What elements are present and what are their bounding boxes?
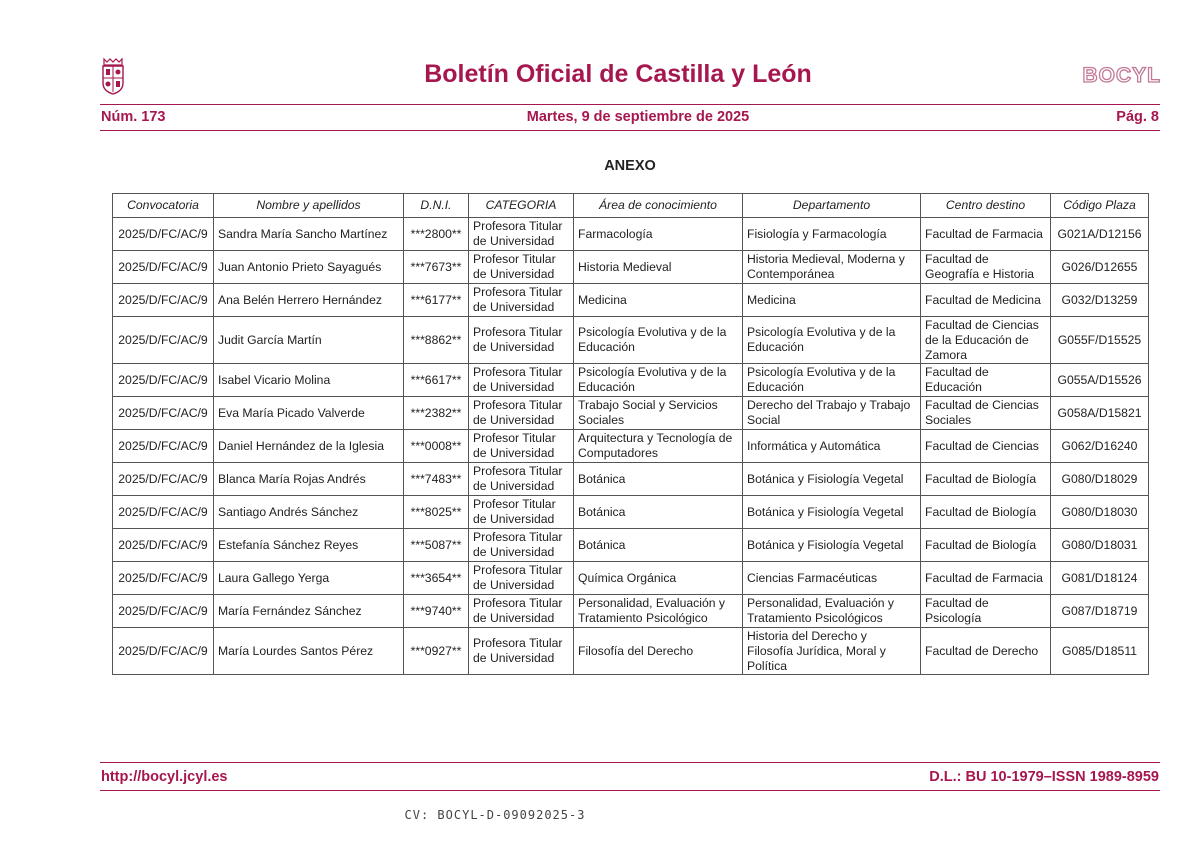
table-cell: Profesora Titular de Universidad bbox=[469, 529, 574, 562]
table-cell: ***6177** bbox=[404, 284, 469, 317]
table-cell: Facultad de Psicología bbox=[921, 595, 1051, 628]
table-header-row bbox=[113, 194, 1149, 218]
footer-rule-top bbox=[100, 762, 1160, 763]
table-cell: Profesora Titular de Universidad bbox=[469, 364, 574, 397]
table-cell: Judit García Martín bbox=[214, 317, 404, 364]
table-cell: Facultad de Biología bbox=[921, 529, 1051, 562]
table-cell: Botánica y Fisiología Vegetal bbox=[743, 463, 921, 496]
section-title: ANEXO bbox=[604, 158, 656, 174]
table-row bbox=[113, 463, 1149, 496]
table-cell: G055A/D15526 bbox=[1051, 364, 1149, 397]
table-cell: Estefanía Sánchez Reyes bbox=[214, 529, 404, 562]
table-cell: Arquitectura y Tecnología de Computadores bbox=[574, 430, 743, 463]
table-cell: 2025/D/FC/AC/9 bbox=[113, 562, 214, 595]
column-header: CATEGORIA bbox=[469, 194, 574, 218]
table-cell: Medicina bbox=[574, 284, 743, 317]
table-cell: ***8862** bbox=[404, 317, 469, 364]
table-row bbox=[113, 430, 1149, 463]
table-row bbox=[113, 628, 1149, 675]
table-cell: Derecho del Trabajo y Trabajo Social bbox=[743, 397, 921, 430]
table-cell: G062/D16240 bbox=[1051, 430, 1149, 463]
table-cell: Química Orgánica bbox=[574, 562, 743, 595]
table-cell: 2025/D/FC/AC/9 bbox=[113, 284, 214, 317]
column-header: Área de conocimiento bbox=[574, 194, 743, 218]
table-cell: Botánica y Fisiología Vegetal bbox=[743, 496, 921, 529]
table-cell: ***7483** bbox=[404, 463, 469, 496]
table-cell: 2025/D/FC/AC/9 bbox=[113, 364, 214, 397]
table-row bbox=[113, 251, 1149, 284]
table-cell: Filosofía del Derecho bbox=[574, 628, 743, 675]
table-cell: Ana Belén Herrero Hernández bbox=[214, 284, 404, 317]
table-cell: Psicología Evolutiva y de la Educación bbox=[574, 317, 743, 364]
column-header: Nombre y apellidos bbox=[214, 194, 404, 218]
table-cell: María Fernández Sánchez bbox=[214, 595, 404, 628]
table-cell: Facultad de Medicina bbox=[921, 284, 1051, 317]
table-row bbox=[113, 562, 1149, 595]
table-cell: 2025/D/FC/AC/9 bbox=[113, 628, 214, 675]
table-row bbox=[113, 218, 1149, 251]
page-number: Pág. 8 bbox=[1116, 109, 1159, 125]
table-cell: Botánica bbox=[574, 463, 743, 496]
table-cell: ***5087** bbox=[404, 529, 469, 562]
bulletin-title: Boletín Oficial de Castilla y León bbox=[424, 60, 812, 88]
table-cell: Profesora Titular de Universidad bbox=[469, 317, 574, 364]
table-cell: G032/D13259 bbox=[1051, 284, 1149, 317]
table-cell: ***3654** bbox=[404, 562, 469, 595]
table-cell: ***2382** bbox=[404, 397, 469, 430]
table-cell: Profesor Titular de Universidad bbox=[469, 251, 574, 284]
table-cell: G081/D18124 bbox=[1051, 562, 1149, 595]
table-cell: Psicología Evolutiva y de la Educación bbox=[574, 364, 743, 397]
table-cell: Profesora Titular de Universidad bbox=[469, 397, 574, 430]
table-cell: G080/D18029 bbox=[1051, 463, 1149, 496]
table-cell: Botánica y Fisiología Vegetal bbox=[743, 529, 921, 562]
table-cell: Fisiología y Farmacología bbox=[743, 218, 921, 251]
bocyl-logo: BOCYL bbox=[1082, 64, 1161, 87]
table-cell: Facultad de Biología bbox=[921, 496, 1051, 529]
table-cell: ***0008** bbox=[404, 430, 469, 463]
table-row bbox=[113, 529, 1149, 562]
table-row bbox=[113, 595, 1149, 628]
table-cell: Personalidad, Evaluación y Tratamiento Psicológicos bbox=[743, 595, 921, 628]
table-cell: Psicología Evolutiva y de la Educación bbox=[743, 317, 921, 364]
table-cell: ***7673** bbox=[404, 251, 469, 284]
table-cell: Profesora Titular de Universidad bbox=[469, 463, 574, 496]
table-cell: G058A/D15821 bbox=[1051, 397, 1149, 430]
table-cell: Facultad de Geografía e Historia bbox=[921, 251, 1051, 284]
table-cell: Isabel Vicario Molina bbox=[214, 364, 404, 397]
table-cell: G087/D18719 bbox=[1051, 595, 1149, 628]
table-cell: Botánica bbox=[574, 529, 743, 562]
table-cell: Profesor Titular de Universidad bbox=[469, 430, 574, 463]
table-cell: Botánica bbox=[574, 496, 743, 529]
table-row bbox=[113, 364, 1149, 397]
table-cell: G080/D18031 bbox=[1051, 529, 1149, 562]
table-cell: G085/D18511 bbox=[1051, 628, 1149, 675]
table-cell: Historia del Derecho y Filosofía Jurídica, Moral y Política bbox=[743, 628, 921, 675]
table-cell: Personalidad, Evaluación y Tratamiento Psicológico bbox=[574, 595, 743, 628]
table-cell: 2025/D/FC/AC/9 bbox=[113, 595, 214, 628]
table-cell: G026/D12655 bbox=[1051, 251, 1149, 284]
table-row bbox=[113, 496, 1149, 529]
table-cell: ***8025** bbox=[404, 496, 469, 529]
legal-deposit: D.L.: BU 10-1979–ISSN 1989-8959 bbox=[929, 769, 1159, 785]
table-cell: Facultad de Ciencias Sociales bbox=[921, 397, 1051, 430]
table-cell: Facultad de Ciencias de la Educación de Zamora bbox=[921, 317, 1051, 364]
header-rule-top bbox=[100, 104, 1160, 105]
table-row bbox=[113, 317, 1149, 364]
table-cell: Profesora Titular de Universidad bbox=[469, 595, 574, 628]
table-cell: ***0927** bbox=[404, 628, 469, 675]
table-cell: Facultad de Farmacia bbox=[921, 218, 1051, 251]
table-cell: ***2800** bbox=[404, 218, 469, 251]
table-cell: Sandra María Sancho Martínez bbox=[214, 218, 404, 251]
table-cell: 2025/D/FC/AC/9 bbox=[113, 430, 214, 463]
table-cell: Trabajo Social y Servicios Sociales bbox=[574, 397, 743, 430]
column-header: D.N.I. bbox=[404, 194, 469, 218]
table-cell: Profesora Titular de Universidad bbox=[469, 284, 574, 317]
table-cell: Farmacología bbox=[574, 218, 743, 251]
table-cell: ***6617** bbox=[404, 364, 469, 397]
column-header: Convocatoria bbox=[113, 194, 214, 218]
table-cell: 2025/D/FC/AC/9 bbox=[113, 397, 214, 430]
table-row bbox=[113, 397, 1149, 430]
footer-url[interactable]: http://bocyl.jcyl.es bbox=[101, 769, 228, 785]
table-cell: 2025/D/FC/AC/9 bbox=[113, 496, 214, 529]
table-cell: 2025/D/FC/AC/9 bbox=[113, 463, 214, 496]
table-cell: ***9740** bbox=[404, 595, 469, 628]
table-cell: Daniel Hernández de la Iglesia bbox=[214, 430, 404, 463]
table-cell: G080/D18030 bbox=[1051, 496, 1149, 529]
table-cell: María Lourdes Santos Pérez bbox=[214, 628, 404, 675]
table-cell: Profesora Titular de Universidad bbox=[469, 562, 574, 595]
table-cell: Santiago Andrés Sánchez bbox=[214, 496, 404, 529]
table-cell: Ciencias Farmacéuticas bbox=[743, 562, 921, 595]
table-cell: Facultad de Educación bbox=[921, 364, 1051, 397]
table-cell: Psicología Evolutiva y de la Educación bbox=[743, 364, 921, 397]
table-cell: Historia Medieval bbox=[574, 251, 743, 284]
table-cell: Facultad de Ciencias bbox=[921, 430, 1051, 463]
table-cell: G021A/D12156 bbox=[1051, 218, 1149, 251]
issue-number: Núm. 173 bbox=[101, 109, 166, 125]
table-cell: Historia Medieval, Moderna y Contemporánea bbox=[743, 251, 921, 284]
table-cell: 2025/D/FC/AC/9 bbox=[113, 218, 214, 251]
table-cell: G055F/D15525 bbox=[1051, 317, 1149, 364]
table-cell: Blanca María Rojas Andrés bbox=[214, 463, 404, 496]
table-cell: Profesora Titular de Universidad bbox=[469, 628, 574, 675]
appointments-table bbox=[112, 193, 1149, 675]
table-cell: Medicina bbox=[743, 284, 921, 317]
table-cell: 2025/D/FC/AC/9 bbox=[113, 529, 214, 562]
table-cell: Facultad de Farmacia bbox=[921, 562, 1051, 595]
column-header: Centro destino bbox=[921, 194, 1051, 218]
table-cell: Juan Antonio Prieto Sayagués bbox=[214, 251, 404, 284]
table-cell: Eva María Picado Valverde bbox=[214, 397, 404, 430]
footer-rule-bottom bbox=[100, 790, 1160, 791]
table-cell: Facultad de Derecho bbox=[921, 628, 1051, 675]
table-cell: 2025/D/FC/AC/9 bbox=[113, 317, 214, 364]
column-header: Código Plaza bbox=[1051, 194, 1149, 218]
column-header: Departamento bbox=[743, 194, 921, 218]
table-row bbox=[113, 284, 1149, 317]
table-cell: Profesor Titular de Universidad bbox=[469, 496, 574, 529]
table-cell: 2025/D/FC/AC/9 bbox=[113, 251, 214, 284]
table-cell: Facultad de Biología bbox=[921, 463, 1051, 496]
table-cell: Laura Gallego Yerga bbox=[214, 562, 404, 595]
table-cell: Informática y Automática bbox=[743, 430, 921, 463]
header-rule-bottom bbox=[100, 130, 1160, 131]
table-cell: Profesora Titular de Universidad bbox=[469, 218, 574, 251]
verification-code: CV: BOCYL-D-09092025-3 bbox=[404, 808, 586, 822]
issue-date: Martes, 9 de septiembre de 2025 bbox=[526, 109, 750, 125]
